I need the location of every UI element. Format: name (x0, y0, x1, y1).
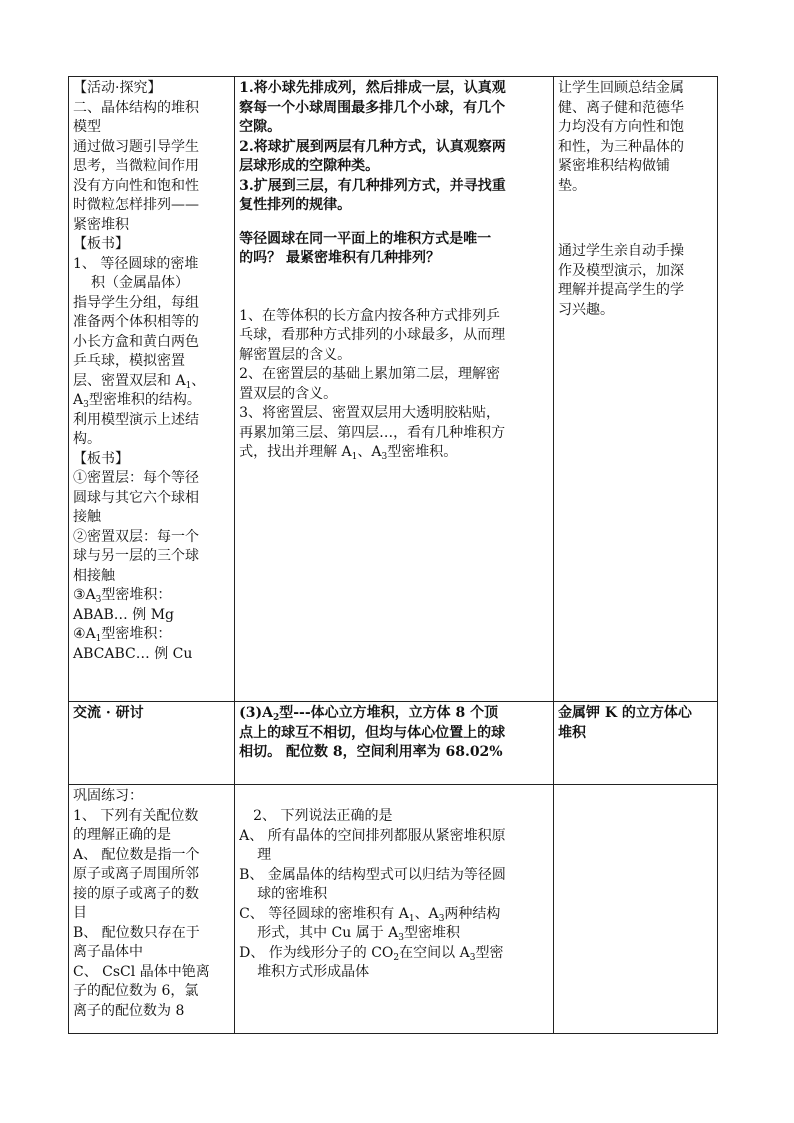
step-line: 2.将球扩展到两层有几种方式，认真观察两 (239, 138, 506, 155)
exercise2-cell (235, 785, 554, 1034)
note-text: 型密堆积： (101, 587, 172, 603)
board-point-cont: 积（金属晶体） (91, 275, 189, 291)
teacher-activity-cell (69, 77, 235, 702)
activity-line: 乓球，看那种方式排列的小球最多，从而理 (239, 327, 506, 343)
option-a: A、 所有晶体的空间排列都服从紧密堆积原 (239, 827, 506, 844)
student-activity-cell (235, 77, 554, 702)
empty-cell (553, 785, 717, 1034)
guide-line: 利用模型演示上述结 (73, 411, 199, 428)
bcc-line: 点上的球互不相切，但均与体心位置上的球 (239, 724, 506, 741)
separator: 、 (191, 372, 206, 389)
bcc-line (239, 704, 550, 724)
step-line: 察每一个小球周围最多排几个小球，有几个 (239, 99, 506, 116)
intent-line: 健、离子健和范德华 (557, 99, 684, 116)
bcc-description-cell (235, 702, 554, 785)
option-a-cont: 理 (257, 847, 272, 863)
intent-line: 让学生回顾总结金属 (557, 80, 684, 96)
subscript: 3 (398, 933, 405, 943)
lesson-plan-table (68, 76, 718, 1034)
exercise-line: 的理解正确的是 (73, 827, 171, 843)
exchange-heading: 交流 · 研讨 (73, 705, 144, 721)
intent-line: 习兴趣。 (557, 301, 614, 318)
exercise-line: 离子的配位数为 8 (73, 1002, 185, 1019)
guide-line (73, 372, 231, 392)
note-text: ④A (73, 626, 96, 642)
intro-line: 紧密堆积 (73, 216, 129, 233)
option-b-cont: 球的密堆积 (257, 886, 328, 902)
subscript: 1 (95, 634, 102, 644)
intro-line: 时微粒怎样排列—— (73, 197, 199, 213)
note-line: 相接触 (73, 567, 115, 584)
board-heading: 【板书】 (73, 450, 129, 467)
intent-line: 通过学生亲自动手操 (557, 243, 684, 259)
exercise-line: 子的配位数为 6，氯 (73, 983, 199, 999)
question-line: 的吗？ 最紧密堆积有几种排列？ (239, 250, 440, 266)
spacer (239, 269, 550, 307)
bcc-example-line: 堆积 (557, 724, 586, 741)
table-row (69, 77, 718, 702)
subscript: 3 (438, 913, 445, 924)
question-2: 2、 下列说法正确的是 (253, 808, 393, 824)
option-text: 型密 (475, 944, 504, 961)
note-text: 型密堆积： (101, 626, 172, 642)
note-line (73, 586, 231, 606)
option-c (239, 905, 550, 925)
activity-line: 2、在密置层的基础上累加第二层，理解密 (239, 366, 500, 382)
subscript: 3 (469, 952, 476, 963)
exercise-cell (69, 785, 235, 1034)
step-line: 1.将小球先排成列，然后排成一层，认真观 (239, 80, 506, 96)
question-line: 等径圆球在同一平面上的堆积方式是唯一 (239, 230, 492, 247)
exercise-line: 1、 下列有关配位数 (73, 807, 199, 824)
activity-line: 3、将密置层、密置双层用大透明胶粘贴， (239, 405, 500, 421)
subscript: 2 (393, 952, 400, 963)
bcc-example-cell (553, 702, 717, 785)
exercise-line: B、 配位数只存在于 (73, 924, 200, 941)
exercise-line: 接的原子或离子的数 (73, 885, 199, 902)
spacer (239, 216, 550, 230)
option-c-cont (239, 924, 550, 944)
guide-line: 乒乓球，模拟密置 (73, 353, 185, 369)
note-line: ②密置双层：每一个 (73, 528, 199, 545)
option-d (239, 944, 550, 964)
subscript: 3 (381, 452, 388, 462)
intent-line: 作及模型演示，加深 (557, 262, 684, 279)
activity-text: 型密堆积。 (387, 444, 458, 460)
table-row (69, 785, 718, 1034)
intent-line: 理解并提高学生的学 (557, 282, 684, 298)
subscript: 1 (351, 452, 358, 462)
board-heading: 【板书】 (73, 236, 129, 252)
board-point: 1、 等径圆球的密堆 (73, 255, 199, 272)
activity-line: 解密置层的含义。 (239, 346, 352, 363)
exercise-line: 离子晶体中 (73, 944, 143, 960)
option-text: 两种结构 (444, 905, 501, 922)
bcc-example-line: 金属钾 K 的立方体心 (557, 705, 692, 721)
subscript: 3 (83, 400, 89, 410)
guide-line: 构。 (73, 431, 101, 447)
option-b: B、 金属晶体的结构型式可以归结为等径圆 (239, 866, 506, 883)
guide-line: 小长方盒和黄白两色 (73, 333, 199, 350)
section-title: 二、晶体结构的堆积 (73, 99, 199, 116)
subscript: 1 (408, 913, 415, 924)
option-text: D、 作为线形分子的 CO (239, 944, 394, 961)
guide-line: 指导学生分组，每组 (73, 294, 199, 311)
spacer (558, 196, 714, 242)
note-line: 球与另一层的三个球 (73, 548, 199, 564)
option-text: C、 等径圆球的密堆积有 A (239, 905, 409, 922)
note-example: ABCABC… 例 Cu (73, 645, 193, 662)
step-line: 空隙。 (239, 119, 282, 135)
option-d-cont: 堆积方式形成晶体 (257, 964, 370, 980)
exercise-line: A、 配位数是指一个 (73, 846, 200, 863)
activity-line (239, 443, 550, 463)
activity-heading: 【活动·探究】 (73, 80, 162, 96)
guide-text: A (73, 392, 84, 408)
subscript: 2 (272, 713, 280, 723)
bcc-text: (3)A (239, 705, 273, 721)
section-title-cont: 模型 (73, 119, 101, 135)
activity-line: 1、在等体积的长方盒内按各种方式排列乒 (239, 307, 500, 324)
step-line: 3.扩展到三层，有几种排列方式，并寻找重 (239, 177, 506, 194)
intent-line: 和性，为三种晶体的 (557, 138, 684, 155)
exercise-line: C、 CsCl 晶体中铯离 (73, 963, 210, 980)
option-text: 、A (414, 905, 439, 922)
subscript: 1 (185, 380, 192, 391)
guide-line: 准备两个体积相等的 (73, 314, 199, 330)
intro-line: 通过做习题引导学生 (73, 138, 199, 155)
activity-line: 再累加第三层、第四层…，看有几种堆积方 (239, 424, 506, 441)
note-example: ABAB… 例 Mg (73, 606, 174, 623)
note-line: 圆球与其它六个球相 (73, 489, 199, 506)
exercise-line: 原子或离子周围所邻 (73, 866, 199, 882)
activity-line: 置双层的含义。 (239, 385, 338, 402)
exercise-line: 巩固练习： (73, 788, 143, 804)
option-text: 形式，其中 Cu 属于 A (257, 925, 399, 941)
note-line: 接触 (73, 509, 101, 525)
exchange-heading-cell (69, 702, 235, 785)
design-intent-cell (553, 77, 717, 702)
bcc-line: 相切。 配位数 8，空间利用率为 68.02% (239, 744, 503, 760)
note-text: ③A (73, 587, 96, 603)
option-text: 在空间以 A (399, 944, 470, 961)
note-line (73, 625, 231, 645)
intent-line: 紧密堆积结构做铺 (557, 158, 670, 174)
activity-text: 式，找出并理解 A (239, 444, 352, 460)
intro-line: 思考，当微粒间作用 (73, 158, 199, 174)
table-row (69, 702, 718, 785)
guide-text: 层、密置双层和 A (73, 372, 186, 389)
step-line: 层球形成的空隙种类。 (239, 158, 380, 174)
activity-text: 、A (357, 444, 382, 460)
bcc-text: 型---体心立方堆积，立方体 8 个顶 (279, 705, 499, 721)
intro-line: 没有方向性和饱和性 (73, 177, 199, 194)
intent-line: 力均没有方向性和饱 (557, 119, 684, 135)
intent-line: 垫。 (557, 177, 586, 194)
step-line: 复性排列的规律。 (239, 197, 352, 213)
note-line: ①密置层：每个等径 (73, 470, 199, 486)
option-text: 型密堆积 (404, 925, 461, 941)
subscript: 3 (95, 595, 102, 605)
exercise-line: 目 (73, 905, 87, 921)
guide-line (73, 391, 231, 411)
guide-text: 型密堆积的结构。 (88, 392, 201, 408)
